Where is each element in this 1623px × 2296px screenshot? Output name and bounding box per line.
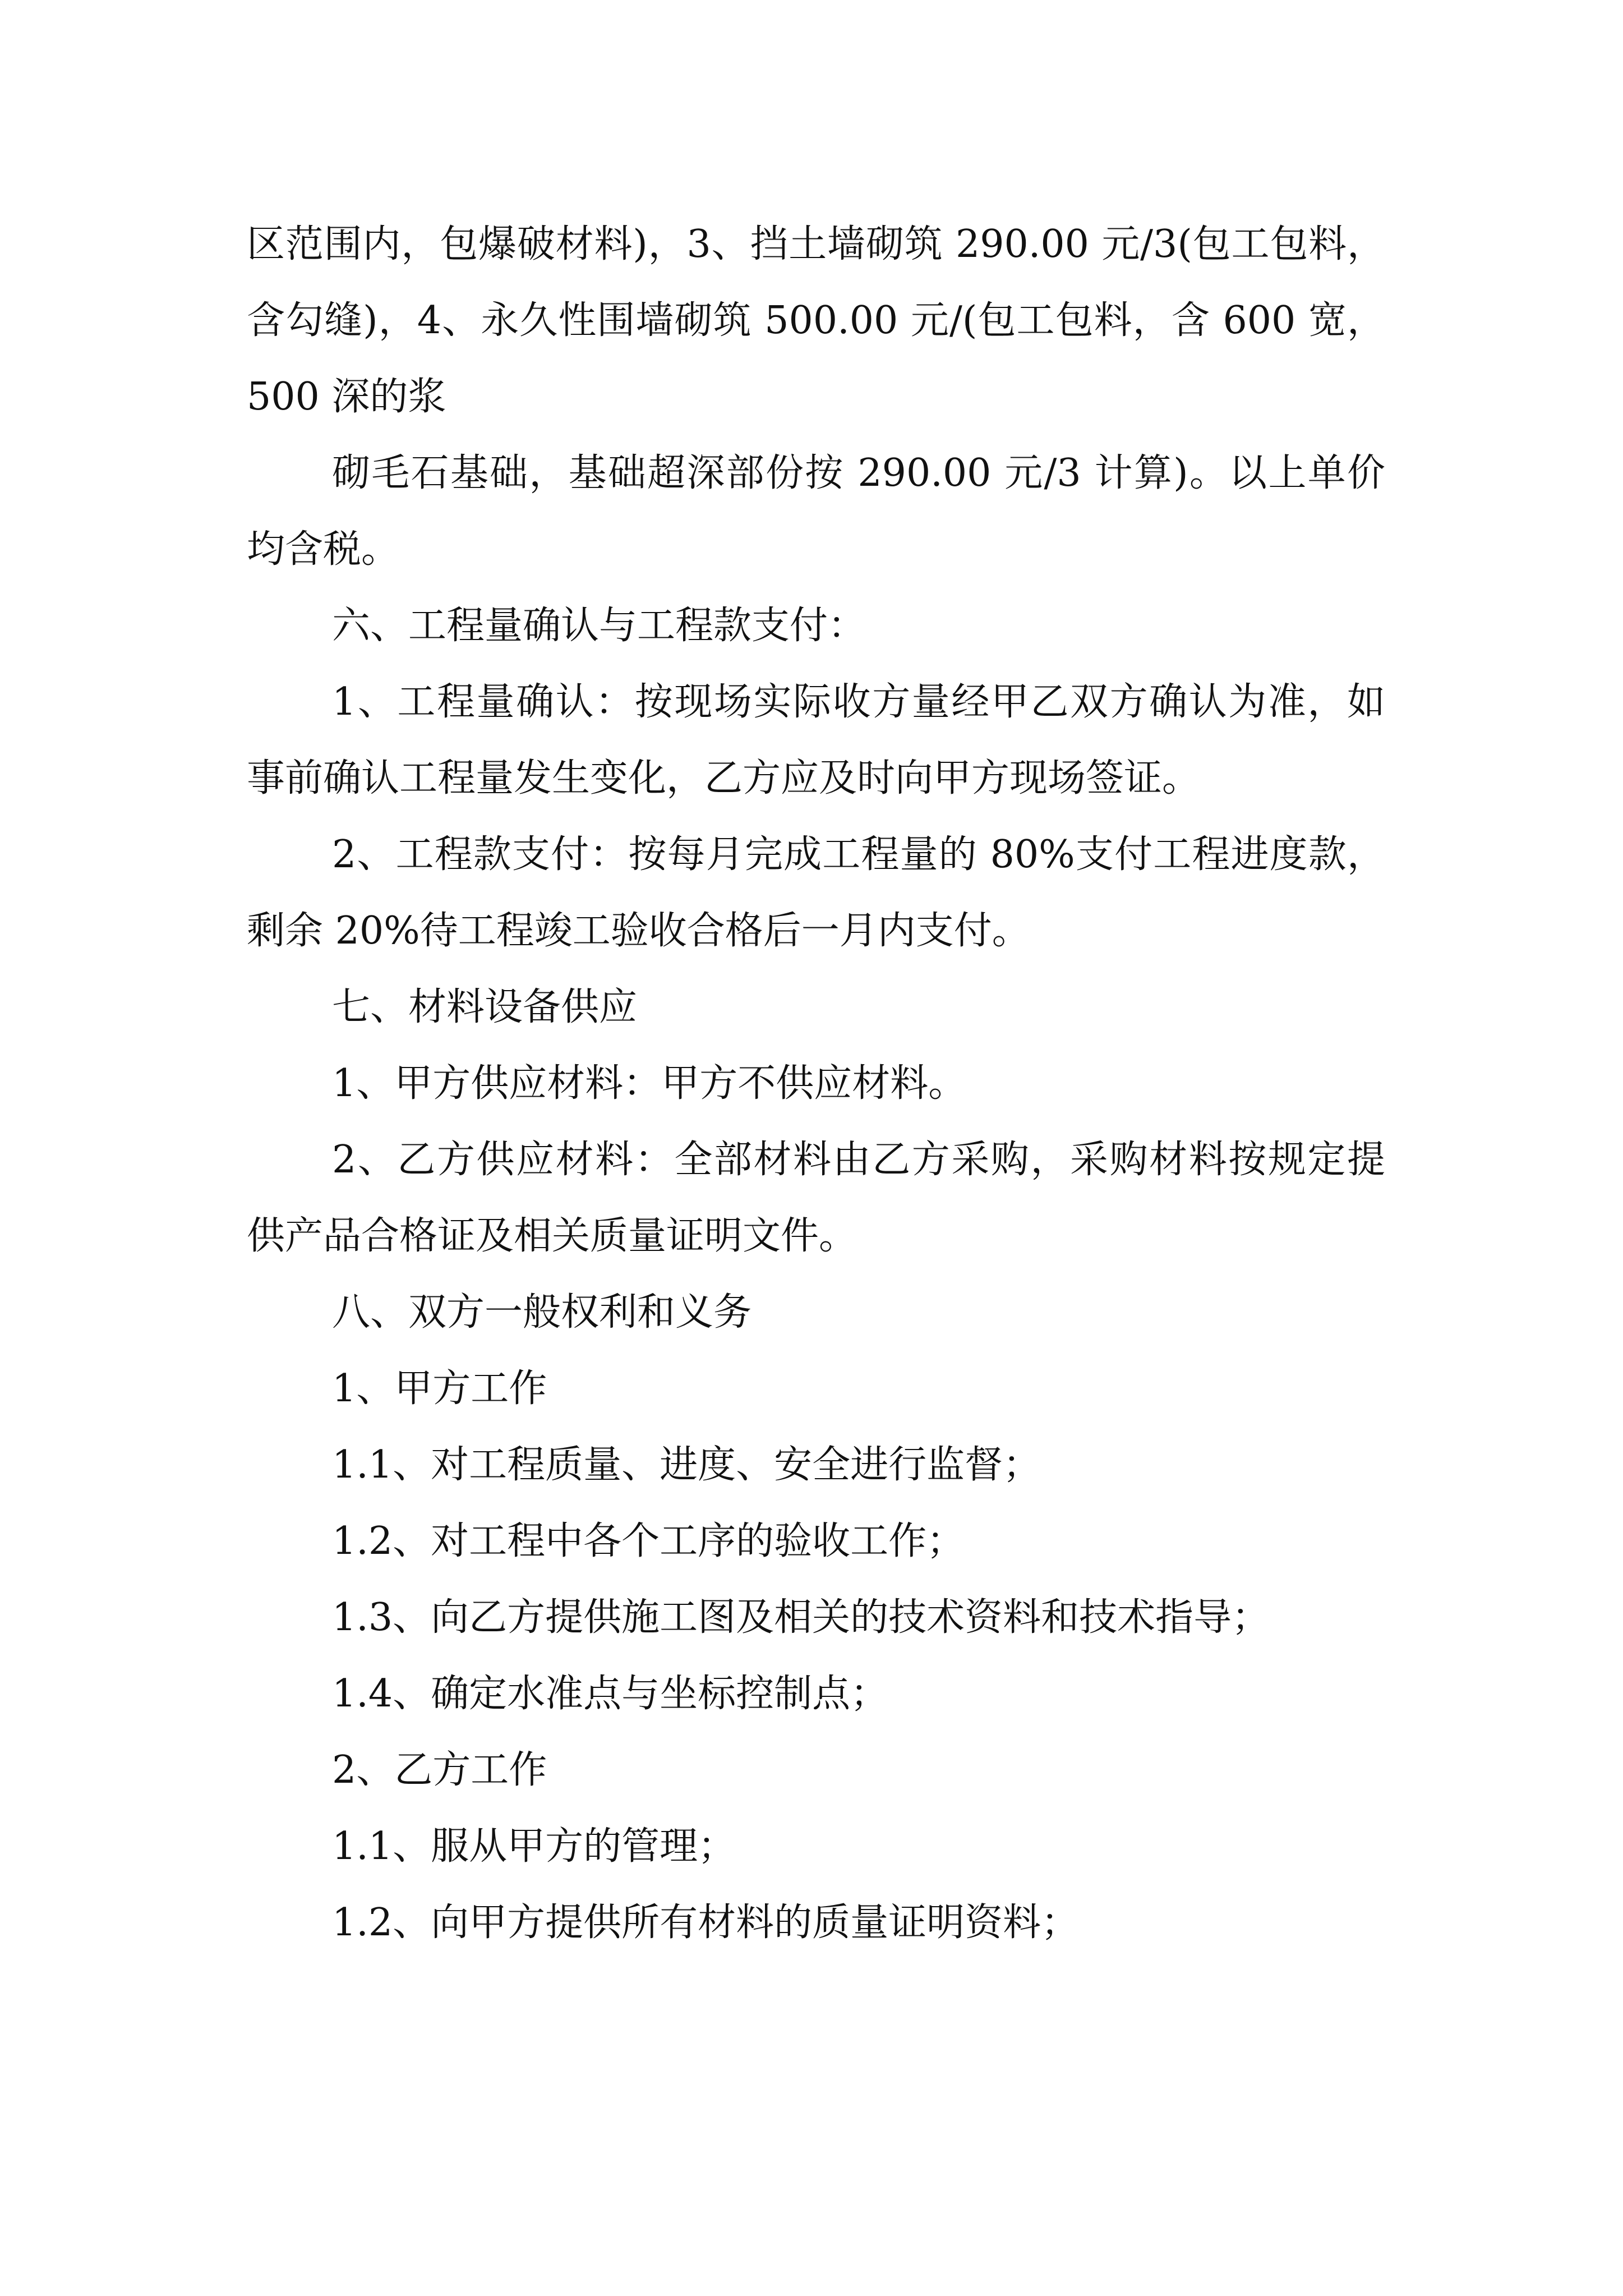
list-item: 1.4、确定水准点与坐标控制点；	[332, 1672, 889, 1716]
document-body	[247, 206, 1385, 1961]
paragraph: 1、甲方供应材料：甲方不供应材料。	[332, 1061, 967, 1106]
paragraph: 2、工程款支付：按每月完成工程量的 80%支付工程进度款，剩余 20%待工程竣工验收合格后一月内支付。	[247, 832, 1385, 953]
paragraph: 区范围内，包爆破材料)，3、挡土墙砌筑 290.00 元/3(包工包料，含勾缝)，4、永久性围墙砌筑 500.00 元/(包工包料，含 600 宽，500 深的浆	[247, 222, 1385, 419]
subsection-heading: 1、甲方工作	[332, 1366, 547, 1411]
list-item: 1.1、服从甲方的管理；	[332, 1824, 736, 1869]
paragraph: 2、乙方供应材料：全部材料由乙方采购，采购材料按规定提供产品合格证及相关质量证明文件。	[247, 1138, 1385, 1258]
subsection-heading: 2、乙方工作	[332, 1748, 547, 1792]
section-heading: 六、工程量确认与工程款支付：	[332, 604, 866, 648]
list-item: 1.3、向乙方提供施工图及相关的技术资料和技术指导；	[332, 1595, 1270, 1640]
paragraph: 1、工程量确认：按现场实际收方量经甲乙双方确认为准，如事前确认工程量发生变化，乙方应及时向甲方现场签证。	[247, 680, 1385, 800]
list-item: 1.2、对工程中各个工序的验收工作；	[332, 1519, 965, 1563]
list-item: 1.2、向甲方提供所有材料的质量证明资料；	[332, 1901, 1080, 1945]
section-heading: 八、双方一般权利和义务	[332, 1290, 752, 1335]
section-heading: 七、材料设备供应	[332, 985, 638, 1029]
list-item: 1.1、对工程质量、进度、安全进行监督；	[332, 1443, 1041, 1487]
paragraph: 砌毛石基础，基础超深部份按 290.00 元/3 计算)。以上单价均含税。	[247, 451, 1385, 572]
